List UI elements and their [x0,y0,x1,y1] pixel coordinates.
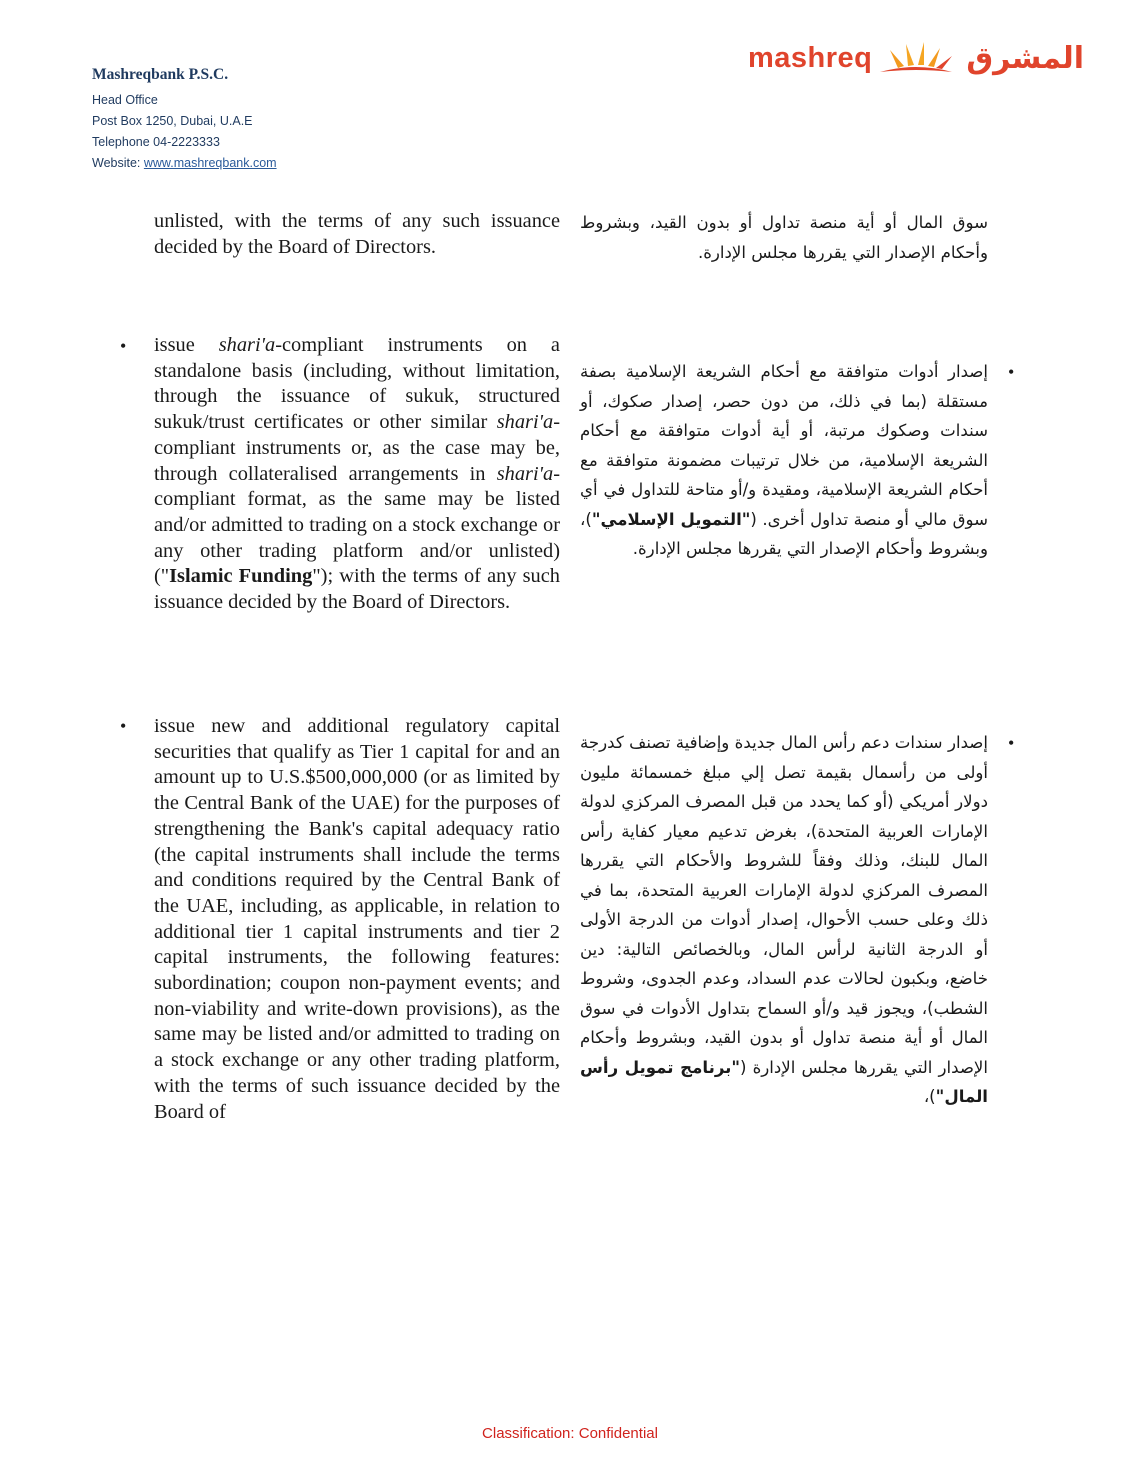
classification-footer: Classification: Confidential [482,1425,658,1442]
logo-arabic: المشرق [966,40,1084,76]
en-paragraph-1: unlisted, with the terms of any such issuance decided by the Board of Directors. [154,210,560,258]
website-label: Website: [92,156,144,170]
text: )، وبشروط وأحكام الإصدار التي يقررها مجلس الإدارة. [580,509,988,558]
website-link[interactable]: www.mashreqbank.com [143,156,277,170]
en-bullet: • [120,716,127,736]
text: إصدار سندات دعم رأس المال جديدة وإضافية تصنف كدرجة أولى من رأسمال بقيمة تصل إلي مبلغ خمسمائة مليون دولار أمريكي (أو كما يحدد من قبل المصرف المركزي لدولة الإمارات العربية المتحدة)، بغرض تدعيم معيار كفاية رأس المال للبنك، وذلك وفقاً للشروط والأحكام التي يقررها المصرف المركزي لدولة الإمارات العربية المتحدة، بما في ذلك وعلى حسب الأحوال، إصدار أدوات من الدرجة الأولى أو الدرجة الثانية لرأس المال، وبالخصائص التالية: دين خاضع، وبكبون لحالات عدم السداد، وعدم الجدوى، وشروط الشطب)، ويجوز قيد و/أو السماح بتداول الأدوات في سوق المال أو أية منصة تداول أو بدون القيد، وبشروط وأحكام الإصدار التي يقررها مجلس الإدارة ( [580,733,988,1077]
ar-paragraph-2 [580,357,988,564]
text: -compliant format, as the same may be listed and/or admitted to trading on a stock exchange or any other trading platform and/or unlisted) (" [154,462,560,588]
text: "); with the terms of any such issuance decided by the Board of Directors. [154,565,560,614]
en-bullet: • [120,336,127,356]
company-name: Mashreqbank P.S.C. [92,66,229,83]
text: issue [154,334,219,356]
postal-address: Post Box 1250, Dubai, U.A.E [92,114,253,128]
letterhead [92,66,277,174]
head-office: Head Office [92,93,158,107]
logo-english: mashreq [747,41,873,74]
sun-rays-icon [876,38,956,78]
defined-term: Islamic Funding [169,565,313,588]
defined-term: "التمويل الإسلامي" [591,509,751,529]
website [92,153,277,174]
text: -compliant instruments on a standalone basis (including, without limitation, through the issuance of sukuk, structured sukuk/trust certificates or other similar [154,334,560,434]
text: )، [923,1087,936,1106]
en-paragraph-3: issue new and additional regulatory capital securities that qualify as Tier 1 capital for and an amount up to U.S.$500,000,000 (or as limited by the Central Bank of the UAE) for the purposes of strengthening the Bank's capital adequacy ratio (the capital instruments shall include the terms and conditions required by the Central Bank of the UAE, including, as applicable, in relation to additional tier 1 capital instruments and tier 2 capital instruments, the following features: subordination; coupon non-payment events; and non-viability and write-down provisions), as the same may be listed and/or admitted to trading on a stock exchange or any other trading platform, with the terms of such issuance decided by the Board of [154,715,560,1123]
text: إصدار أدوات متوافقة مع أحكام الشريعة الإسلامية بصفة مستقلة (بما في ذلك، من دون حصر، إصدار صكوك، أو سندات وصكوك مرتبة، أو أية أدوات متوافقة مع أحكام الشريعة الإسلامية، من خلال ترتيبات مضمونة متوافقة مع أحكام الشريعة الإسلامية، ومقيدة و/أو متاحة للتداول في أي سوق مالي أو منصة تداول أخرى. ( [580,362,989,529]
ar-bullet: • [1008,362,1015,382]
italic-term: shari'a [218,334,276,356]
ar-paragraph-3 [580,728,988,1112]
en-paragraph-2 [154,333,560,616]
italic-term: shari'a [496,411,554,434]
ar-bullet: • [1008,733,1015,753]
ar-paragraph-1: سوق المال أو أية منصة تداول أو بدون القيد، وبشروط وأحكام الإصدار التي يقررها مجلس الإدارة. [580,213,988,262]
mashreq-logo [748,34,1084,82]
italic-term: shari'a [496,462,554,485]
telephone: Telephone 04-2223333 [92,135,220,149]
text: -compliant instruments or, as the case may be, through collateralised arrangements in [154,411,560,485]
defined-term: "برنامج تمويل رأس المال" [580,1057,988,1106]
